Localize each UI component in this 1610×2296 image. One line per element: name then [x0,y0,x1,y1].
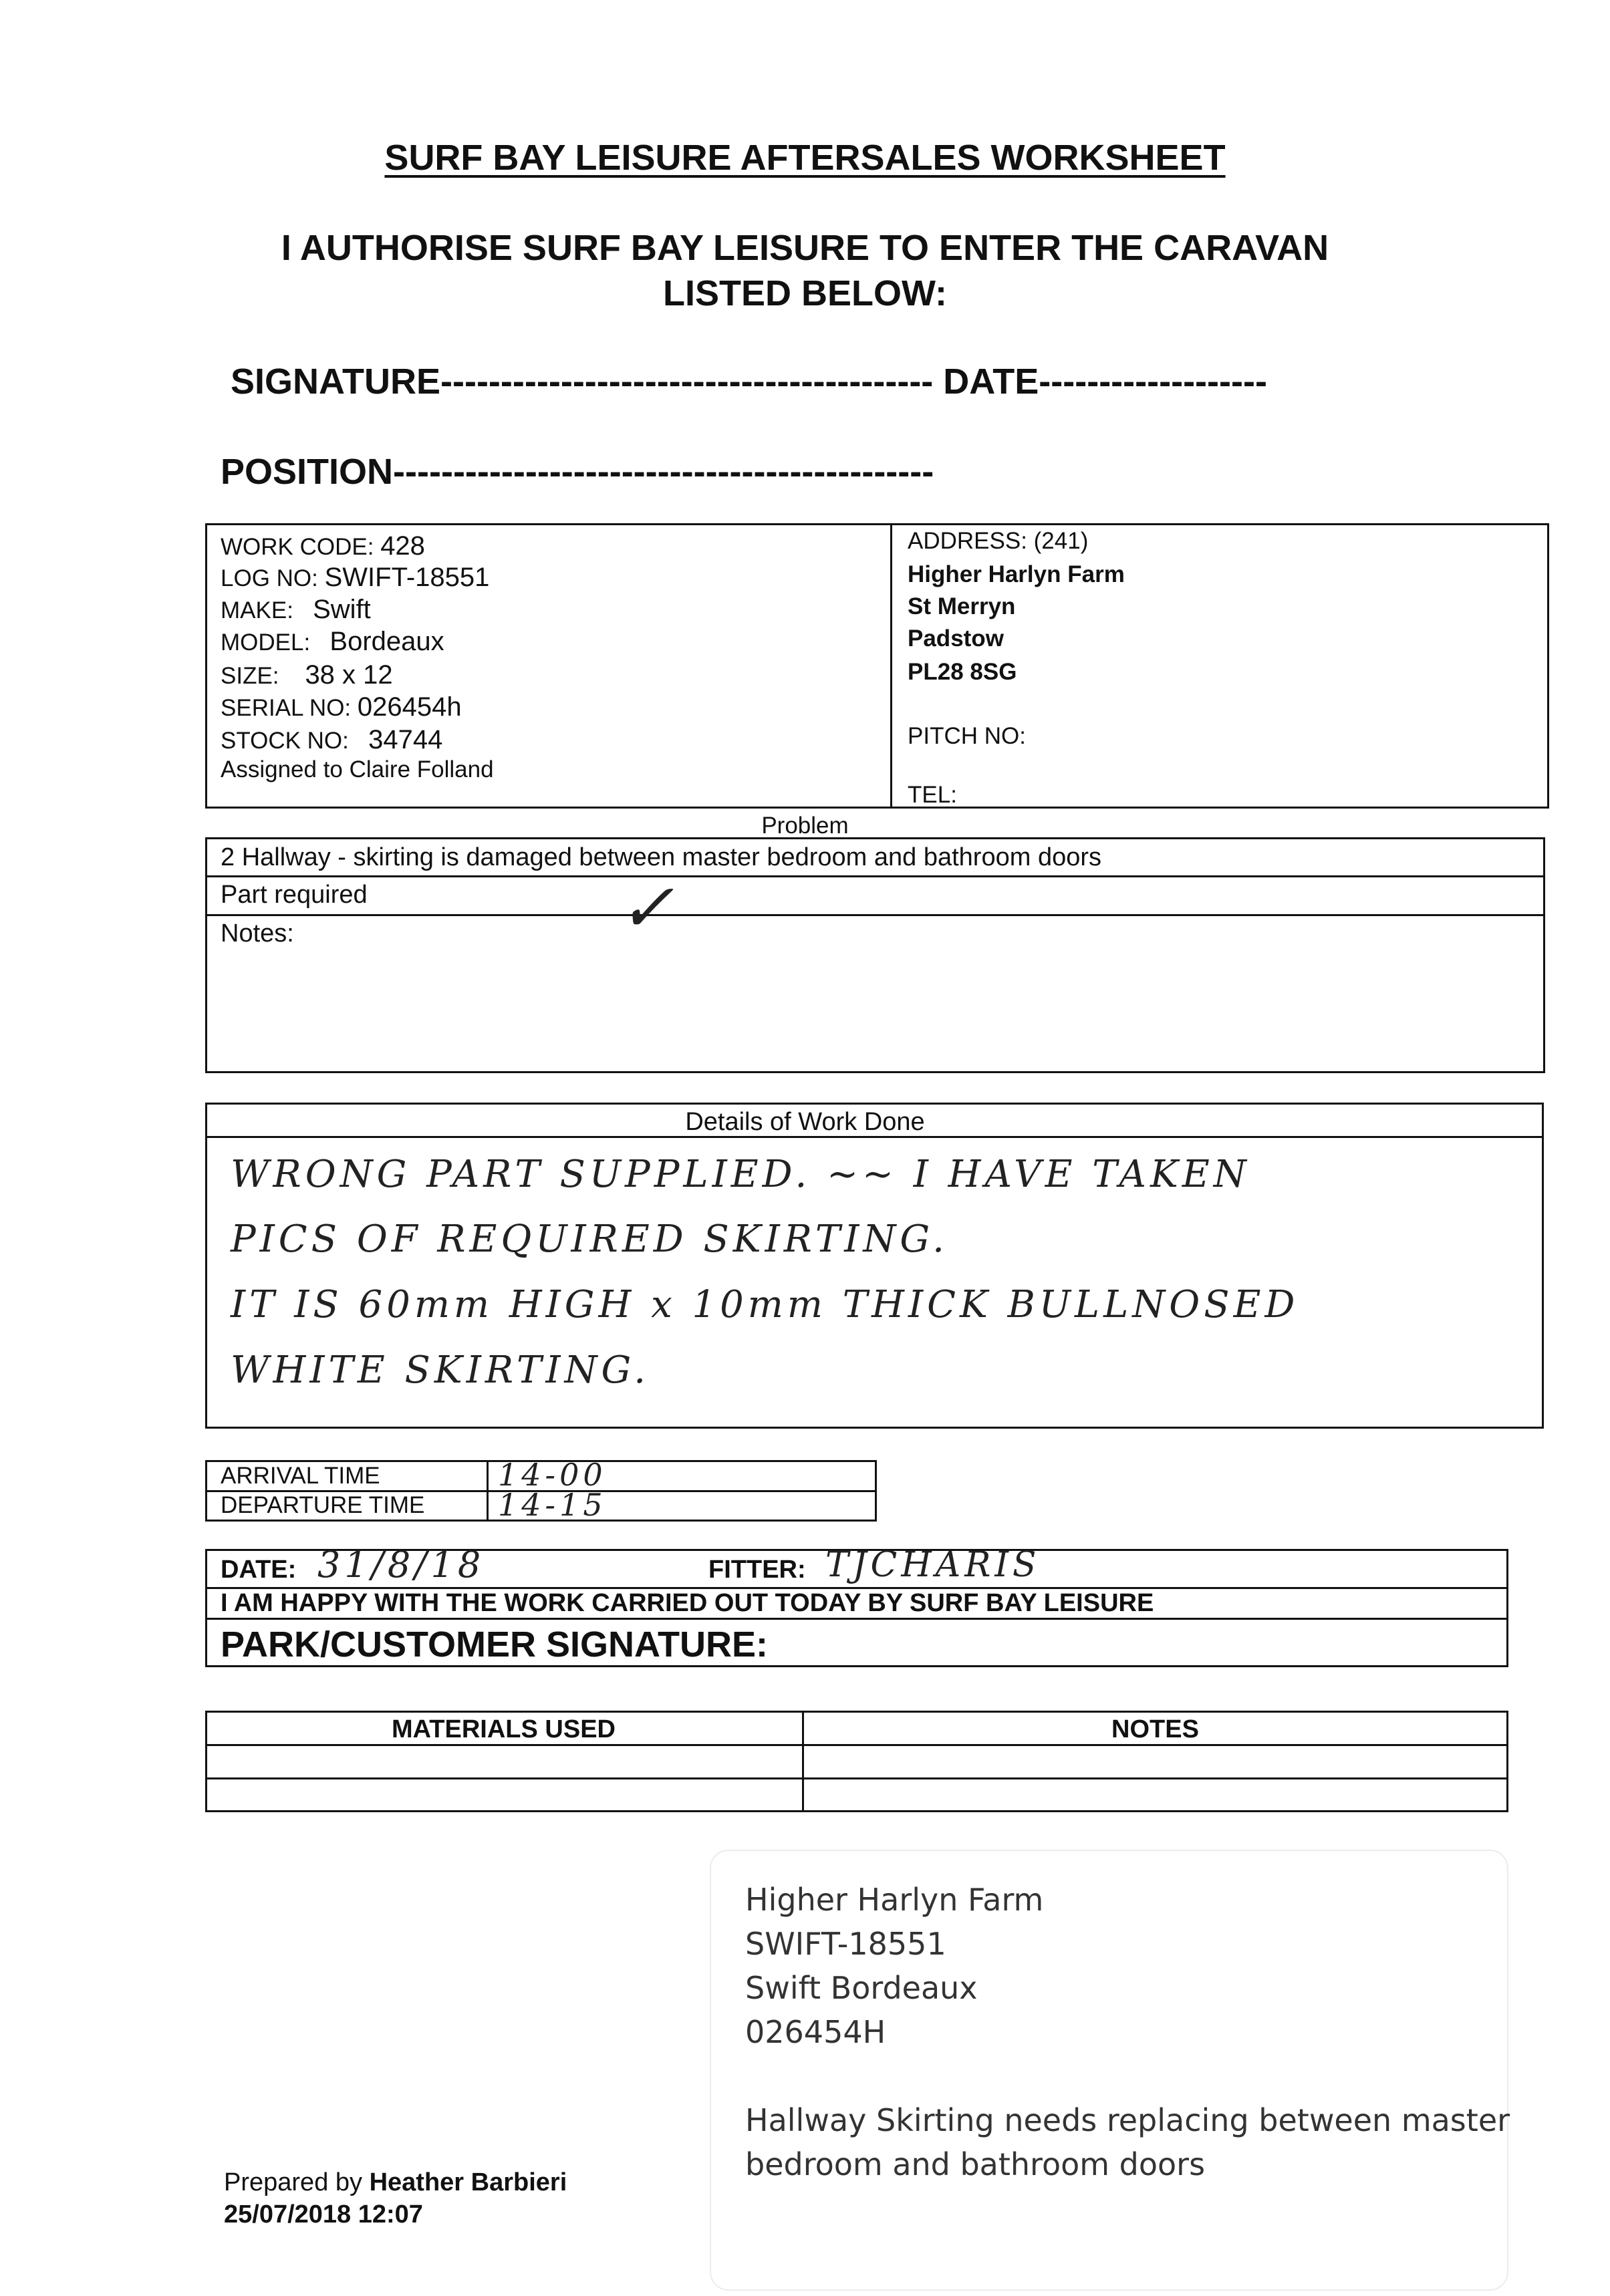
work-done-line-1: WRONG PART SUPPLIED. ~~ I HAVE TAKEN [231,1153,1250,1196]
stock-no: STOCK NO: 34744 [221,725,443,754]
make: MAKE: Swift [221,595,371,624]
work-code: WORK CODE: 428 [221,531,425,561]
part-required-label: Part required [221,881,368,909]
van-details-divider [890,523,892,809]
work-done-heading: Details of Work Done [685,1108,925,1136]
problem-divider-1 [205,875,1545,877]
assigned-to: Assigned to Claire Folland [221,756,494,782]
problem-description: 2 Hallway - skirting is damaged between master bedroom and bathroom doors [221,843,1101,871]
model: MODEL: Bordeaux [221,627,444,656]
position-line: POSITION--------------------------------------------- [221,452,934,492]
authorise-line-1: I AUTHORISE SURF BAY LEISURE TO ENTER THE CARAVAN [281,228,1329,268]
sticker-line-5: Hallway Skirting needs replacing between master [745,2102,1510,2138]
sticker-line-1: Higher Harlyn Farm [745,1882,1044,1918]
address-label: ADDRESS: (241) [908,528,1089,554]
work-done-line-2: PICS OF REQUIRED SKIRTING. [231,1217,948,1261]
prepared-date: 25/07/2018 12:07 [224,2200,423,2229]
sticker-line-4: 026454H [745,2014,886,2050]
sticker-line-2: SWIFT-18551 [745,1926,946,1962]
size: SIZE: 38 x 12 [221,660,393,690]
signoff-divider-2 [205,1618,1508,1620]
log-no: LOG NO: SWIFT-18551 [221,563,490,592]
problem-heading: Problem [761,813,849,839]
signature-date-line: SIGNATURE----------------------------------------- DATE------------------- [231,362,1267,402]
authorise-line-2: LISTED BELOW: [663,273,947,313]
notes-header: NOTES [1111,1715,1199,1743]
customer-signature-label: PARK/CUSTOMER SIGNATURE: [221,1624,769,1665]
sticker-line-3: Swift Bordeaux [745,1970,978,2006]
happy-statement: I AM HAPPY WITH THE WORK CARRIED OUT TODAY BY SURF BAY LEISURE [221,1589,1154,1617]
materials-row-divider-1 [205,1744,1508,1746]
prepared-by: Prepared by Heather Barbieri [224,2168,567,2196]
pitch-no-label: PITCH NO: [908,723,1026,749]
arrival-time-value: 14-00 [498,1457,607,1493]
serial-no: SERIAL NO: 026454h [221,692,462,722]
times-column-divider [487,1460,489,1522]
work-done-line-4: WHITE SKIRTING. [231,1348,650,1392]
tel-label: TEL: [908,782,957,808]
handwritten-tick: ✓ [618,869,674,947]
departure-time-value: 14-15 [498,1487,607,1523]
materials-row-divider-2 [205,1777,1508,1779]
fitter-value: TJCHARIS [825,1545,1041,1585]
page-title: SURF BAY LEISURE AFTERSALES WORKSHEET [384,138,1226,178]
address-line-2: St Merryn [908,593,1016,619]
sticker-line-6: bedroom and bathroom doors [745,2146,1206,2182]
address-line-1: Higher Harlyn Farm [908,561,1125,587]
arrival-time-label: ARRIVAL TIME [221,1463,380,1489]
problem-divider-2 [205,914,1545,916]
address-line-3: Padstow [908,625,1004,652]
materials-used-header: MATERIALS USED [392,1715,616,1743]
address-line-4: PL28 8SG [908,659,1017,685]
departure-time-label: DEPARTURE TIME [221,1492,425,1518]
problem-box [205,837,1545,1073]
fitter-label: FITTER: [708,1556,806,1584]
notes-label: Notes: [221,919,294,948]
date-label: DATE: [221,1556,297,1584]
work-done-line-3: IT IS 60mm HIGH x 10mm THICK BULLNOSED [231,1283,1299,1326]
date-value: 31/8/18 [317,1544,485,1586]
